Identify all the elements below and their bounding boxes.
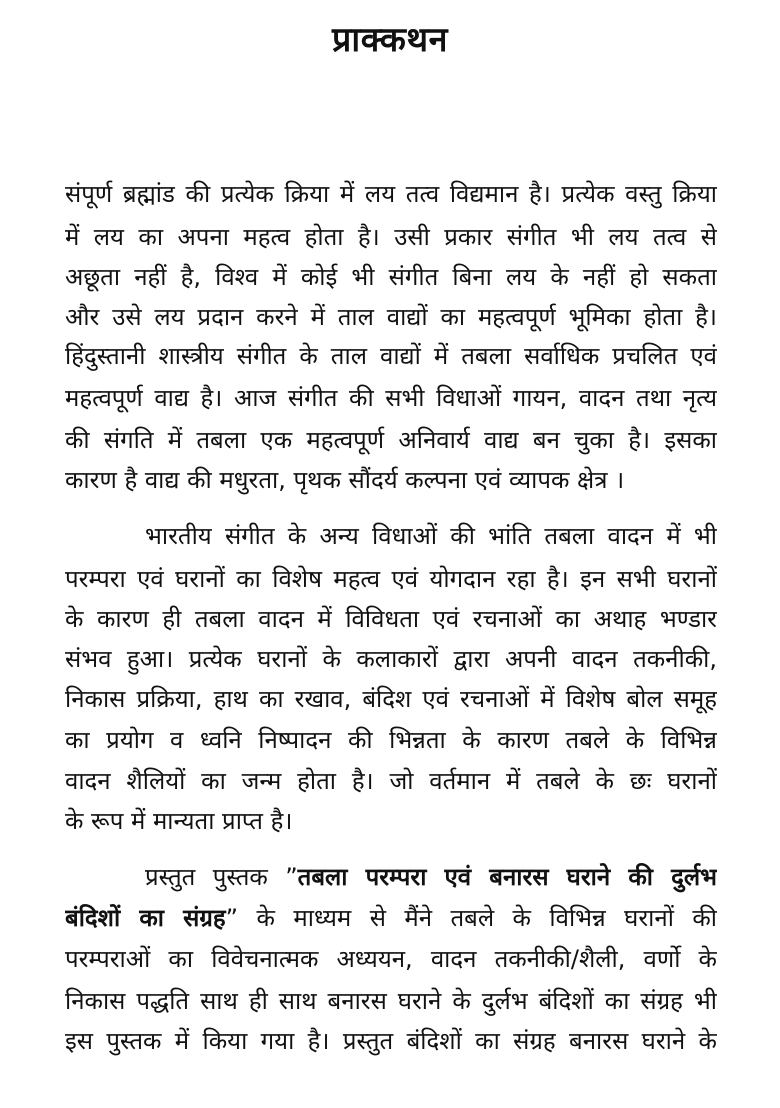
paragraph-3-line: परम्पराओं का विवेचनात्मक अध्ययन, वादन तकनीकी/शैली, वर्णो के — [65, 945, 717, 973]
paragraph-2-line: का प्रयोग व ध्वनि निष्पादन की भिन्नता के कारण तबले के विभिन्न — [65, 726, 717, 754]
paragraph-1-line: कारण है वाद्य की मधुरता, पृथक सौंदर्य कल्पना एवं व्यापक क्षेत्र । — [65, 466, 625, 494]
paragraph-1-line: और उसे लय प्रदान करने में ताल वाद्यों का महत्वपूर्ण भूमिका होता है। — [65, 303, 717, 331]
book-title-bold: बंदिशों का संग्रह — [65, 904, 226, 932]
paragraph-1-line: हिंदुस्तानी शास्त्रीय संगीत के ताल वाद्यों में तबला सर्वाधिक प्रचलित एवं — [65, 342, 717, 370]
paragraph-2-line: के रूप में मान्यता प्राप्त है। — [65, 807, 293, 835]
paragraph-2-line: परम्परा एवं घरानों का विशेष महत्व एवं योगदान रहा है। इन सभी घरानों — [65, 565, 717, 593]
paragraph-3-line: निकास पद्धति साथ ही साथ बनारस घराने के दुर्लभ बंदिशों का संग्रह भी — [65, 987, 717, 1015]
paragraph-1-line: अछूता नहीं है, विश्व में कोई भी संगीत बिना लय के नहीं हो सकता — [65, 263, 717, 291]
paragraph-2-line: के कारण ही तबला वादन में विविधता एवं रचनाओं का अथाह भण्डार — [65, 605, 717, 633]
paragraph-2-line: संभव हुआ। प्रत्येक घरानों के कलाकारों द्वारा अपनी वादन तकनीकी, — [65, 645, 717, 673]
paragraph-1-line: संपूर्ण ब्रह्मांड की प्रत्येक क्रिया में लय तत्व विद्यमान है। प्रत्येक वस्तु क्रिया — [65, 180, 717, 208]
paragraph-1-line: की संगति में तबला एक महत्वपूर्ण अनिवार्य वाद्य बन चुका है। इसका — [65, 426, 717, 454]
paragraph-2-line: भारतीय संगीत के अन्य विधाओं की भांति तबला वादन में भी — [145, 522, 717, 550]
paragraph-3-text: ” के माध्यम से मैंने तबले के विभिन्न घरानों की — [225, 904, 717, 932]
paragraph-1-line: में लय का अपना महत्व होता है। उसी प्रकार संगीत भी लय तत्व से — [65, 223, 717, 251]
book-title-bold: तबला परम्परा एवं बनारस घराने की दुर्लभ — [297, 863, 717, 891]
paragraph-3-line: इस पुस्तक में किया गया है। प्रस्तुत बंदिशों का संग्रह बनारस घराने के — [65, 1027, 717, 1055]
page-title: प्राक्कथन — [332, 20, 448, 60]
paragraph-2-line: निकास प्रक्रिया, हाथ का रखाव, बंदिश एवं रचनाओं में विशेष बोल समूह — [65, 685, 717, 713]
paragraph-3-text: प्रस्तुत पुस्तक ” — [145, 863, 298, 891]
paragraph-3-line — [145, 861, 717, 893]
paragraph-3-line — [65, 902, 717, 934]
paragraph-1-line: महत्वपूर्ण वाद्य है। आज संगीत की सभी विधाओं गायन, वादन तथा नृत्य — [65, 384, 717, 412]
paragraph-2-line: वादन शैलियों का जन्म होता है। जो वर्तमान में तबले के छः घरानों — [65, 767, 717, 795]
